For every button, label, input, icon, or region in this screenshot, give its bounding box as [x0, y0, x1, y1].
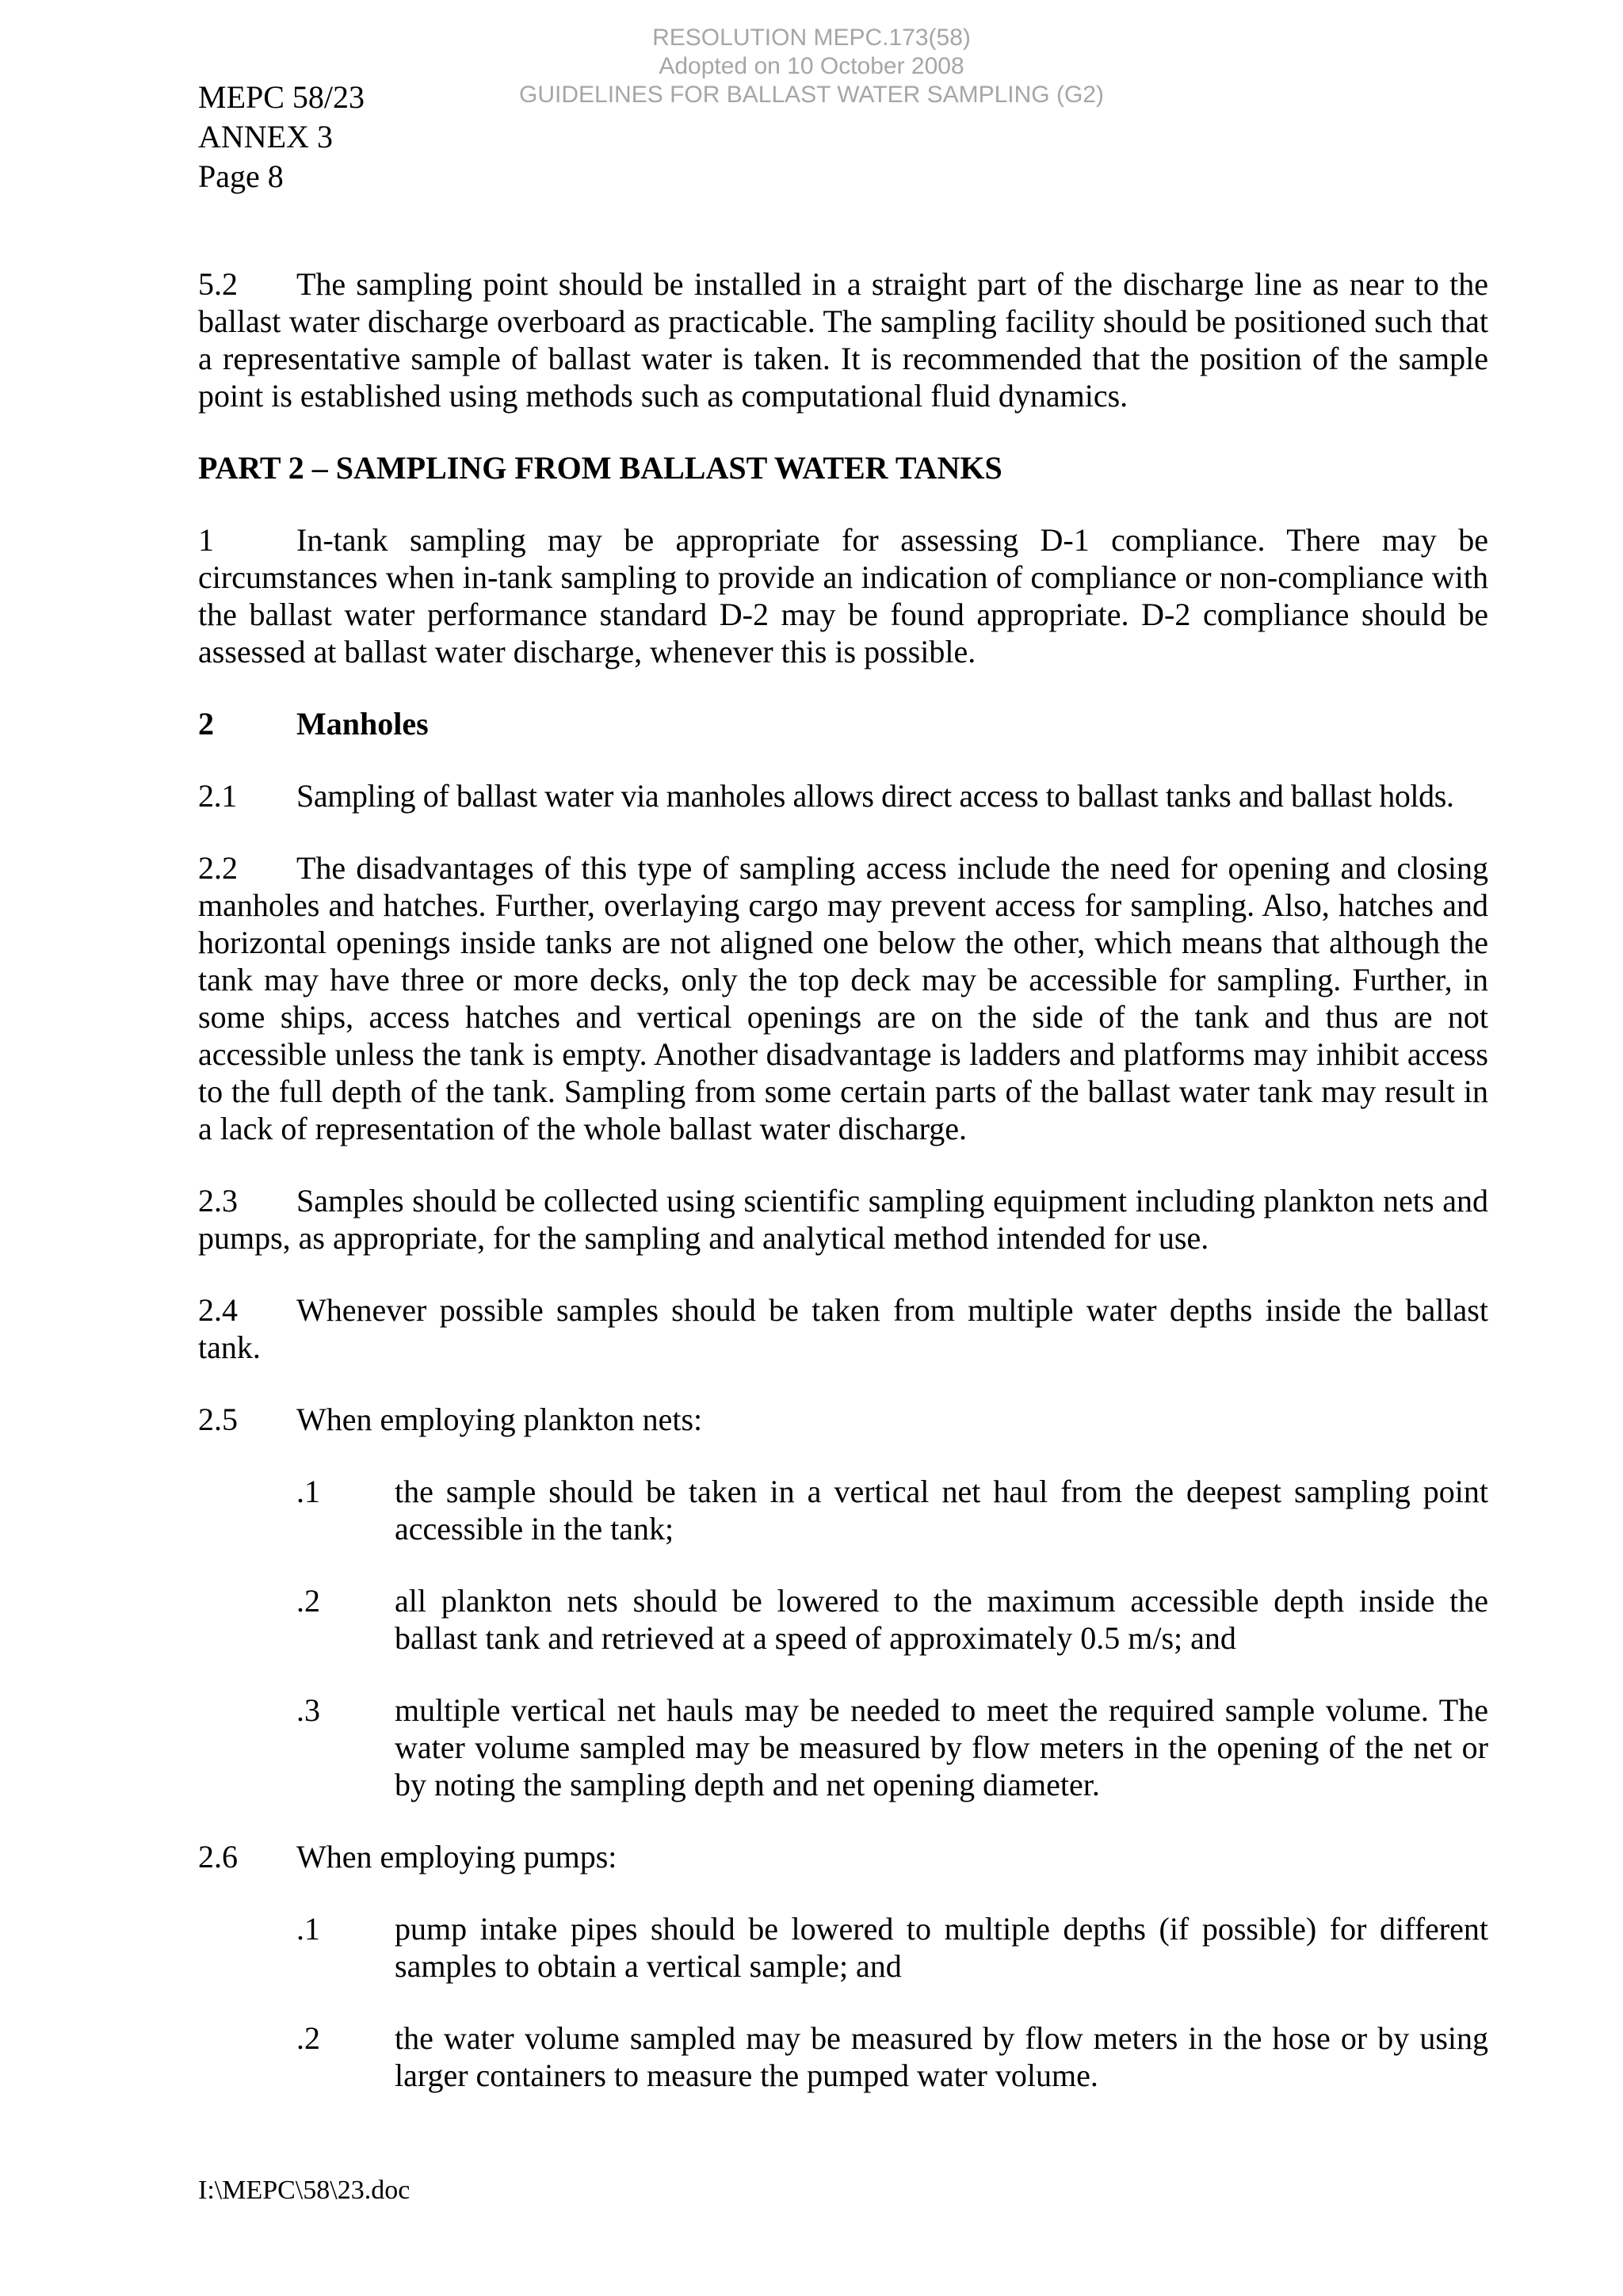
paragraph-text: The sampling point should be installed in a straight part of the discharge line as near to the ballast water discharge overboard as practicable. The sampling facility should be positioned such that a representative sample of ballast water is taken. It is recommended that the position of the sample point is established using methods such as computational fluid dynamics.: [198, 266, 1488, 414]
paragraph-number: 2.1: [198, 778, 237, 814]
subitem-number: .3: [296, 1692, 320, 1728]
watermark-guidelines-title: GUIDELINES FOR BALLAST WATER SAMPLING (G2): [519, 82, 1104, 108]
paragraph-text: Whenever possible samples should be taken from multiple water depths inside the ballast tank.: [198, 1292, 1488, 1365]
paragraph-2-2: [198, 849, 1488, 1147]
subitem-text: all plankton nets should be lowered to the maximum accessible depth inside the ballast tank and retrieved at a speed of approximately 0.5 m/s; and: [395, 1583, 1488, 1656]
subitem-text: multiple vertical net hauls may be needed to meet the required sample volume. The water volume sampled may be measured by flow meters in the opening of the net or by noting the sampling depth and net opening diameter.: [395, 1692, 1488, 1802]
subitem-2-6-1: [296, 1910, 1488, 1985]
manholes-heading: [198, 705, 1488, 742]
paragraph-text: The disadvantages of this type of sampling access include the need for opening and closing manholes and hatches. Further, overlaying cargo may prevent access for sampling. Also, hatches and horizontal openings inside tanks are not aligned one below the other, which means that although the tank may have three or more decks, only the top deck may be accessible for sampling. Further, in some ships, access hatches and vertical openings are on the side of the tank and thus are not accessible unless the tank is empty. Another disadvantage is ladders and platforms may inhibit access to the full depth of the tank. Sampling from some certain parts of the ballast water tank may result in a lack of representation of the whole ballast water discharge.: [198, 850, 1488, 1146]
paragraph-2-3: [198, 1182, 1488, 1257]
doc-annex: ANNEX 3: [198, 119, 333, 154]
subitem-2-6-2: [296, 2019, 1488, 2094]
paragraph-number: 2.6: [198, 1839, 238, 1875]
paragraph-text: Samples should be collected using scientific sampling equipment including plankton nets and pumps, as appropriate, for the sampling and analytical method intended for use.: [198, 1183, 1488, 1256]
paragraph-1: [198, 521, 1488, 670]
paragraph-text: When employing pumps:: [296, 1839, 617, 1875]
paragraph-2-1: [198, 777, 1488, 814]
subitem-number: .1: [296, 1911, 320, 1947]
paragraph-2-5: [198, 1401, 1488, 1438]
subitem-text: the water volume sampled may be measured by flow meters in the hose or by using larger containers to measure the pumped water volume.: [395, 2020, 1488, 2093]
paragraph-number: 2.3: [198, 1183, 238, 1219]
paragraph-number: 2.2: [198, 850, 238, 886]
paragraph-text: When employing plankton nets:: [296, 1402, 703, 1437]
paragraph-number: 5.2: [198, 266, 238, 302]
paragraph-text: In-tank sampling may be appropriate for assessing D-1 compliance. There may be circumstances when in-tank sampling to provide an indication of compliance or non-compliance with the ballast water performance standard D-2 may be found appropriate. D-2 compliance should be assessed at ballast water discharge, whenever this is possible.: [198, 522, 1488, 669]
subitem-2-5-1: [296, 1473, 1488, 1547]
watermark-resolution: RESOLUTION MEPC.173(58): [652, 25, 971, 51]
paragraph-number: 1: [198, 522, 214, 558]
doc-ref-number: MEPC 58/23: [198, 79, 365, 115]
heading-title: Manholes: [296, 706, 429, 742]
document-body: [198, 265, 1488, 2094]
subitem-text: pump intake pipes should be lowered to multiple depths (if possible) for different samples to obtain a vertical sample; and: [395, 1911, 1488, 1984]
watermark-adopted-date: Adopted on 10 October 2008: [659, 53, 964, 79]
paragraph-text: Sampling of ballast water via manholes allows direct access to ballast tanks and ballast holds.: [296, 778, 1454, 814]
subitem-number: .2: [296, 2020, 320, 2056]
paragraph-number: 2.5: [198, 1402, 238, 1437]
subitem-number: .1: [296, 1474, 320, 1509]
part-2-heading: PART 2 – SAMPLING FROM BALLAST WATER TANKS: [198, 450, 1002, 486]
subitem-text: the sample should be taken in a vertical net haul from the deepest sampling point accessible in the tank;: [395, 1474, 1488, 1547]
subitem-2-5-2: [296, 1582, 1488, 1657]
subitem-2-5-3: [296, 1691, 1488, 1803]
heading-number: 2: [198, 706, 214, 742]
subitem-number: .2: [296, 1583, 320, 1619]
paragraph-2-4: [198, 1291, 1488, 1366]
file-path-footer: I:\MEPC\58\23.doc: [198, 2176, 411, 2205]
paragraph-5-2: [198, 265, 1488, 414]
paragraph-2-6: [198, 1838, 1488, 1875]
paragraph-number: 2.4: [198, 1292, 238, 1328]
document-reference: [198, 78, 365, 196]
doc-page-number: Page 8: [198, 158, 284, 194]
